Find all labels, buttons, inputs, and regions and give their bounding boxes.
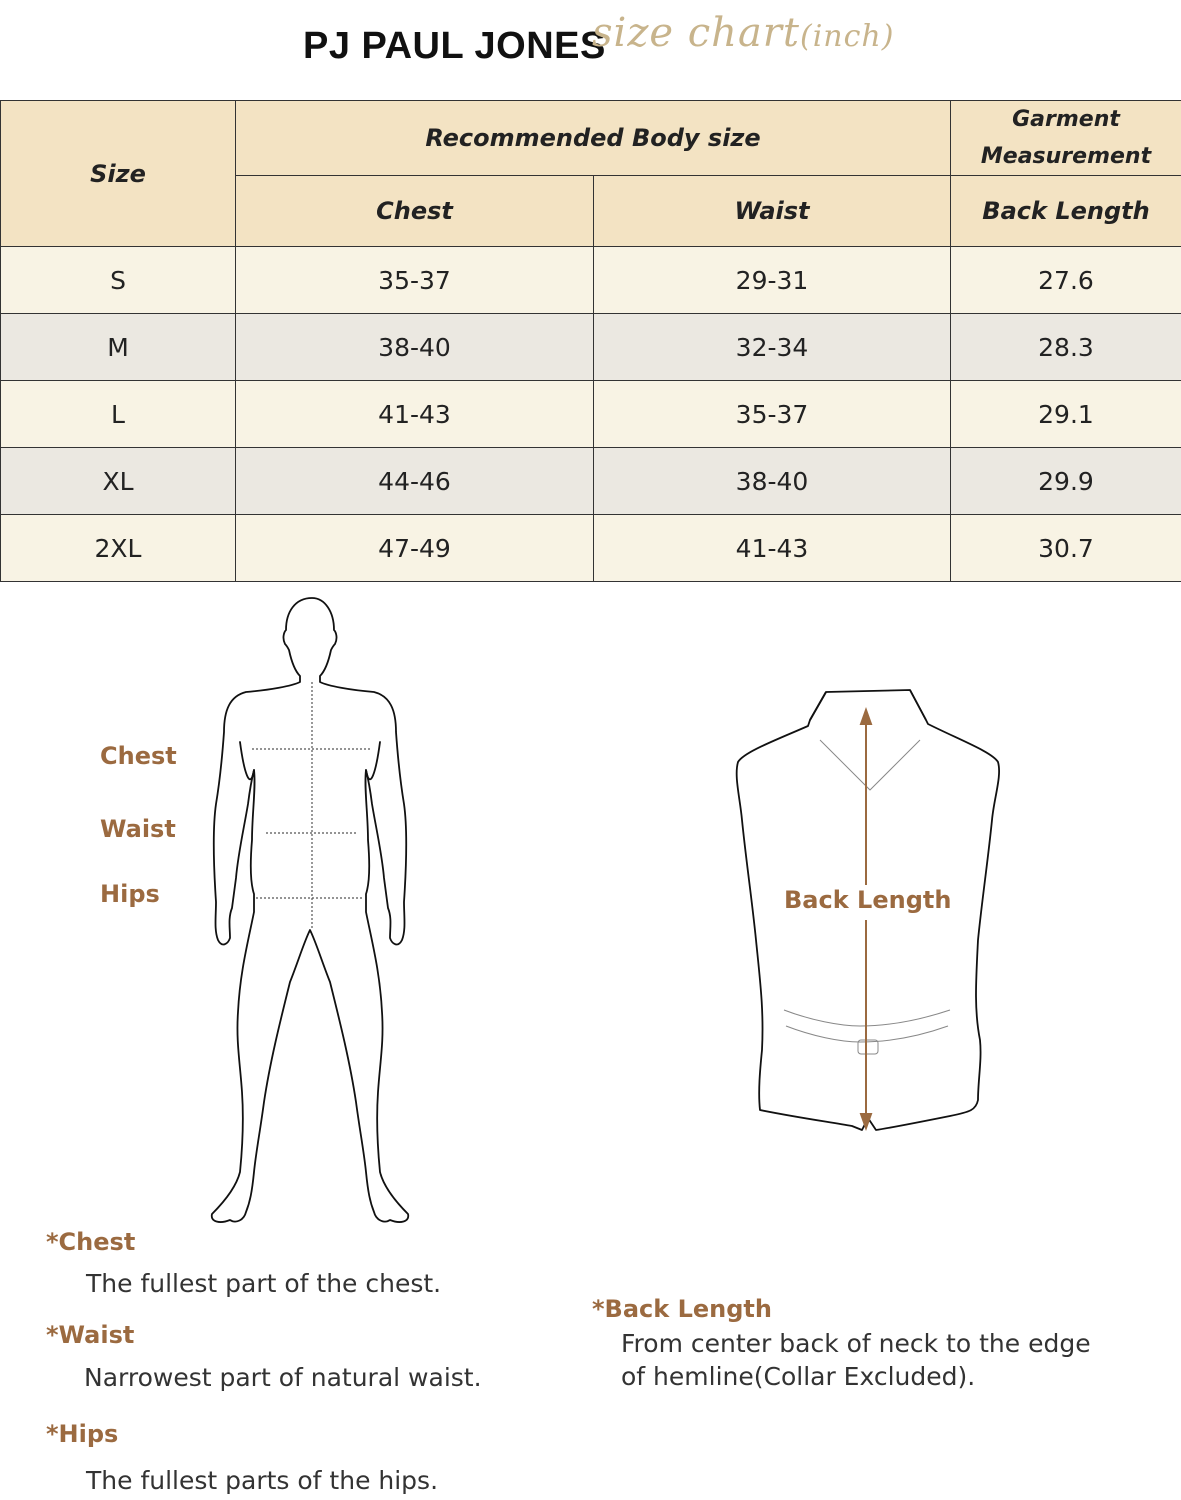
waist-cell: 29-31 [594,247,951,314]
chest-cell: 44-46 [236,448,594,515]
chest-cell: 38-40 [236,314,594,381]
chest-column-header: Chest [236,176,594,247]
size-cell: XL [1,448,236,515]
waist-cell: 41-43 [594,515,951,582]
size-chart-table [0,100,1181,582]
note-waist-text: Narrowest part of natural waist. [84,1363,482,1392]
note-back-length-text-line1: From center back of neck to the edge [621,1329,1091,1358]
garment-measurement-header [951,101,1181,176]
size-cell: M [1,314,236,381]
body-hips-label: Hips [100,880,160,908]
back-length-column-header: Back Length [951,176,1181,247]
size-cell: S [1,247,236,314]
garment-header-line1: Garment [1012,107,1120,132]
table-row [1,314,1181,381]
note-chest-title: *Chest [46,1228,136,1256]
vest-back-figure [730,680,1010,1160]
table-row [1,448,1181,515]
note-chest-text: The fullest part of the chest. [86,1269,442,1298]
note-back-length-title: *Back Length [592,1295,772,1323]
size-cell: 2XL [1,515,236,582]
body-outline-figure [200,592,430,1232]
waist-cell: 32-34 [594,314,951,381]
chest-cell: 41-43 [236,381,594,448]
script-unit: (inch) [800,19,895,54]
brand-name: PJ PAUL JONES [303,25,606,67]
note-hips-title: *Hips [46,1420,119,1448]
waist-cell: 38-40 [594,448,951,515]
body-chest-label: Chest [100,742,177,770]
size-header: Size [1,101,236,247]
script-title-text: size chart [592,10,800,56]
chest-cell: 47-49 [236,515,594,582]
chest-cell: 35-37 [236,247,594,314]
table-row [1,515,1181,582]
note-waist-title: *Waist [46,1321,135,1349]
note-back-length-text-line2: of hemline(Collar Excluded). [621,1362,976,1391]
body-size-group-header: Recommended Body size [236,101,951,176]
table-row [1,381,1181,448]
title-bar [0,0,1181,90]
back-length-cell: 30.7 [951,515,1181,582]
back-length-cell: 27.6 [951,247,1181,314]
vest-back-length-label: Back Length [784,886,952,914]
garment-header-line2: Measurement [980,144,1152,169]
back-length-cell: 29.1 [951,381,1181,448]
waist-cell: 35-37 [594,381,951,448]
size-chart-script-title [592,10,894,56]
back-length-cell: 28.3 [951,314,1181,381]
table-row [1,247,1181,314]
back-length-cell: 29.9 [951,448,1181,515]
body-waist-label: Waist [100,815,176,843]
note-hips-text: The fullest parts of the hips. [86,1466,439,1495]
size-cell: L [1,381,236,448]
waist-column-header: Waist [594,176,951,247]
table-header-row-group [1,101,1181,176]
